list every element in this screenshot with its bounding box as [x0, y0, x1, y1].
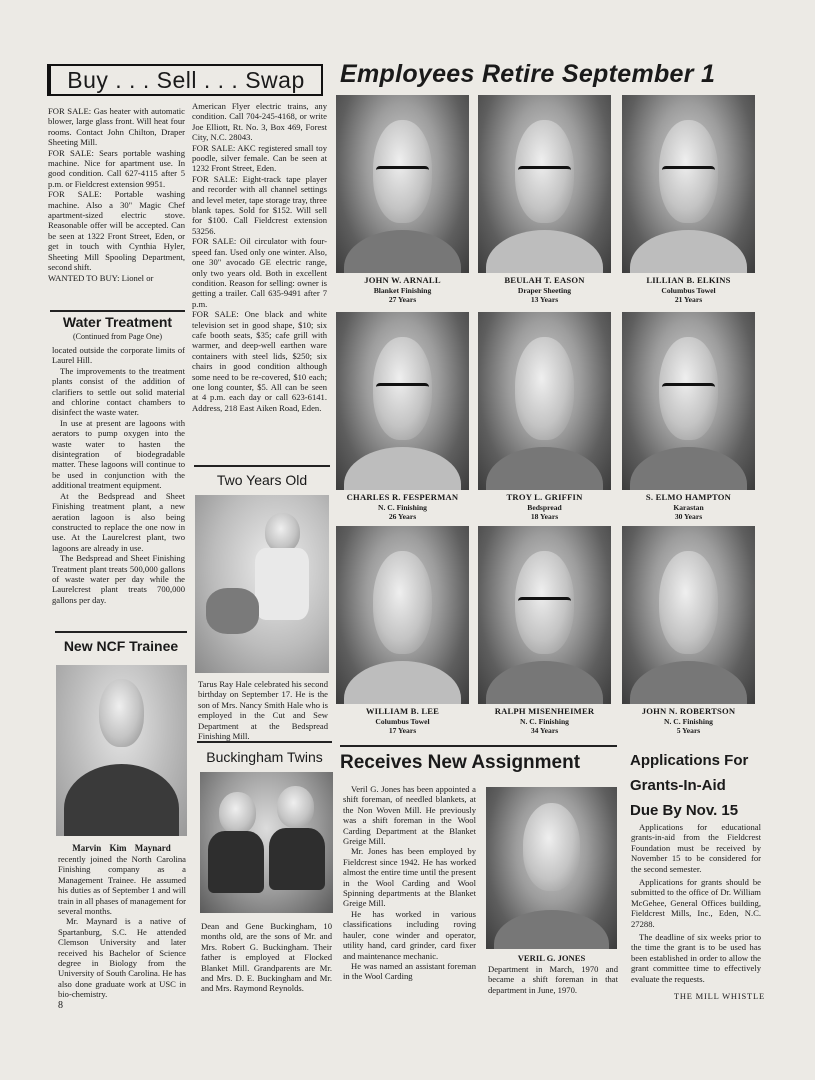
retiree-photo	[622, 526, 755, 704]
water-treatment-subtitle: (Continued from Page One)	[72, 332, 163, 341]
paragraph: Mr. Maynard is a native of Spartanburg, S.C. He attended Clemson University and later received his Bachelor of Science degree in Biology from the University of South Carolina. He has also done graduate work at USC in bio-chemistry.	[58, 916, 186, 1000]
retiree-caption	[478, 276, 611, 305]
classifieds-column-1	[48, 106, 185, 283]
paragraph: At the Bedspread and Sheet Finishing treatment plant, a new aeration lagoon is also being constructed to replace the one now in use. At the Laurelcrest plant, two lagoons are already in use.	[52, 490, 185, 553]
retiree-years: 30 Years	[674, 512, 703, 522]
retiree-department: Blanket Finishing	[373, 285, 432, 295]
retiree-caption	[622, 276, 755, 305]
paragraph: Applications for grants should be submitted to the office of Dr. William McGehee, General Offices building, Fieldcrest Mills, Inc., Eden, N.C. 27288.	[631, 877, 761, 929]
assignment-body	[343, 784, 476, 982]
retiree-caption	[336, 276, 469, 305]
classified-ad: FOR SALE: Portable washing machine. Also a 30" Magic Chef apartment-sized electric stove. Reasonable offer will be accepted. Can be seen at 1322 Front Street, Eden, or get in touch with Cynthia Hyler, Sheeting Mill Spooling Department, second shift.	[48, 189, 185, 273]
veril-jones-name: VERIL G. JONES	[517, 953, 586, 963]
twins-caption: Dean and Gene Buckingham, 10 months old, are the sons of Mr. and Mrs. Robert G. Buckingham. Their father is employed at Flocked Blanket Mill. Grandparents are Mr. and Mrs. D. E. Buckingham and Mr. and Mrs. Raymond Reynolds.	[201, 921, 332, 994]
grants-title-line: Due By Nov. 15	[630, 802, 739, 819]
buy-sell-swap-title: Buy . . . Sell . . . Swap	[67, 67, 305, 93]
retiree-department: Karastan	[673, 502, 704, 512]
retiree-name: S. ELMO HAMPTON	[645, 492, 732, 502]
retiree-caption	[478, 707, 611, 736]
new-trainee-title: New NCF Trainee	[63, 638, 179, 654]
retiree-caption	[336, 493, 469, 522]
two-years-old-title: Two Years Old	[216, 472, 308, 488]
retiree-years: 26 Years	[388, 512, 417, 522]
retiree-name: JOHN N. ROBERTSON	[641, 706, 736, 716]
trainee-body	[58, 854, 186, 1000]
retiree-department: N. C. Finishing	[378, 502, 427, 512]
retiree-name: RALPH MISENHEIMER	[494, 706, 595, 716]
classified-ad: FOR SALE: One black and white television set in good shape, $10; six cafe booth seats, $35; cafe grill with warmer, and deep-well earthen ware containers with steel lids, $250; six chairs in good condition although some need to be re-covered, $10 each; one long counter, $5. All can be seen at 4 p.m. each day or call 623-6141. Address, 218 East Aiken Road, Eden.	[192, 309, 327, 413]
paragraph: The Bedspread and Sheet Finishing Treatment plant treats 500,000 gallons of waste water per day while the Laurelcrest plant treats 700,000 gallons per day.	[52, 553, 185, 605]
grants-body	[631, 822, 761, 984]
paragraph: Mr. Jones has been employed by Fieldcrest since 1942. He has worked almost the entire time until the present in the Wool Carding and Wool Spinning departments at the Blanket Greige Mill.	[343, 846, 476, 909]
classified-ad: WANTED TO BUY: Lionel or	[48, 272, 154, 283]
assignment-headline: Receives New Assignment	[340, 752, 581, 773]
retiree-name: BEULAH T. EASON	[504, 275, 585, 285]
retiree-years: 5 Years	[676, 726, 701, 736]
classified-ad: FOR SALE: AKC registered small toy poodle, silver female. Can be seen at 1232 Front Street, Eden.	[192, 142, 327, 174]
retiree-name: CHARLES R. FESPERMAN	[346, 492, 459, 502]
birthday-caption: Tarus Ray Hale celebrated his second birthday on September 17. He is the son of Mrs. Nancy Smith Hale who is employed in the Cut and Sew Department at the Bedspread Finishing Mill.	[198, 679, 328, 742]
grants-title-line: Applications For	[630, 752, 749, 769]
retiree-years: 13 Years	[530, 295, 559, 305]
paragraph: In use at present are lagoons with aerators to pump oxygen into the waste water to hasten the disintegration of biodegradable matter. These lagoons will continue to be used in conjunction with the additional treatment equipment.	[52, 417, 185, 491]
retiree-name: WILLIAM B. LEE	[365, 706, 440, 716]
trainee-photo	[56, 665, 187, 836]
retiree-caption	[336, 707, 469, 736]
retiree-department: Columbus Towel	[661, 285, 716, 295]
retiree-name: LILLIAN B. ELKINS	[646, 275, 731, 285]
retiree-department: Draper Sheeting	[517, 285, 572, 295]
paragraph: He has worked in various classifications including roving hauler, cone winder and operator, utility hand, card grinder, card fixer and maintenance mechanic.	[343, 908, 476, 961]
paragraph: The deadline of six weeks prior to the time the grant is to be used has been established in order to allow the grant committee time to effectively evaluate the requests.	[631, 932, 761, 984]
retiree-photo	[478, 526, 611, 704]
birthday-photo	[195, 495, 329, 673]
retiree-photo	[478, 95, 611, 273]
retiree-department: N. C. Finishing	[520, 716, 569, 726]
classified-ad: FOR SALE: Gas heater with automatic blower, large glass front. Will heat four rooms. Contact John Chilton, Draper Sheeting Mill.	[48, 106, 185, 148]
retiree-years: 17 Years	[388, 726, 417, 736]
twins-photo	[200, 772, 333, 913]
retiree-photo	[622, 95, 755, 273]
twins-title: Buckingham Twins	[206, 749, 323, 765]
retiree-photo	[478, 312, 611, 490]
veril-jones-caption: Department in March, 1970 and became a shift foreman in that department in June, 1970.	[488, 964, 618, 995]
grants-headline	[630, 748, 765, 823]
retiree-photo	[336, 312, 469, 490]
retiree-department: Columbus Towel	[375, 716, 430, 726]
grants-title-line: Grants-In-Aid	[630, 777, 726, 794]
page-number: 8	[58, 1000, 63, 1011]
divider	[340, 745, 617, 747]
retiree-years: 21 Years	[674, 295, 703, 305]
retiree-department: N. C. Finishing	[664, 716, 713, 726]
classified-ad: FOR SALE: Eight-track tape player and recorder with all channel settings and level meter, tape storage tray, three blank tapes. Sold for $152. Will sell for $100. Call Fieldcrest extension 53256.	[192, 173, 327, 236]
retiree-caption	[622, 707, 755, 736]
retiree-photo	[336, 526, 469, 704]
classified-ad: American Flyer electric trains, any condition. Call 704-245-4168, or write Joe Elliott, Rt. No. 3, Box 469, Forest City, N.C. 28043.	[192, 101, 327, 143]
classified-ad: FOR SALE: Sears portable washing machine. Nice for apartment use. In good condition. Call 627-4115 after 5 p.m. or Fieldcrest extension 9951.	[48, 147, 185, 189]
water-treatment-body	[52, 345, 185, 605]
paragraph: recently joined the North Carolina Finishing company as a Management Trainee. He assumed his duties as of September 1 and will train in all phases of management for several months.	[58, 854, 186, 917]
publication-name: THE MILL WHISTLE	[673, 991, 765, 1001]
paragraph: located outside the corporate limits of Laurel Hill.	[52, 345, 185, 366]
divider	[55, 631, 187, 633]
buy-sell-swap-header	[47, 64, 323, 96]
retiree-years: 18 Years	[530, 512, 559, 522]
retire-headline: Employees Retire September 1	[340, 60, 716, 88]
retiree-department: Bedspread	[527, 502, 562, 512]
retiree-photo	[336, 95, 469, 273]
retiree-years: 27 Years	[388, 295, 417, 305]
paragraph: The improvements to the treatment plants consist of the addition of clarifiers to settle out solid material and chlorine contact chambers to disinfect the waste water.	[52, 365, 185, 418]
retiree-name: TROY L. GRIFFIN	[506, 492, 583, 502]
paragraph: Veril G. Jones has been appointed a shift foreman, of needled blankets, at the Non Woven Mill. He previously was a shift foreman in the Wool Carding Department at the Blanket Greige Mill.	[343, 784, 476, 847]
classifieds-column-2	[192, 101, 327, 413]
retiree-name: JOHN W. ARNALL	[364, 275, 441, 285]
retiree-caption	[622, 493, 755, 522]
paragraph: He was named an assistant foreman in the Wool Carding	[343, 960, 476, 982]
classified-ad: FOR SALE: Oil circulator with four-speed fan. Used only one winter. Also, one 30" avocado GE electric range, only two years old. Both in excellent condition. Reason for selling: owner is getting a trailer. Call 635-9491 after 7 p.m.	[192, 236, 327, 309]
paragraph: Applications for educational grants-in-aid from the Fieldcrest Foundation must be received by November 15 to be considered for the second semester.	[631, 822, 761, 874]
divider	[194, 465, 330, 467]
water-treatment-title: Water Treatment	[62, 314, 173, 330]
divider	[197, 741, 332, 743]
veril-jones-photo	[486, 787, 617, 949]
divider	[50, 310, 185, 312]
retiree-years: 34 Years	[530, 726, 559, 736]
trainee-name: Marvin Kim Maynard	[72, 843, 171, 853]
retiree-photo	[622, 312, 755, 490]
retiree-caption	[478, 493, 611, 522]
